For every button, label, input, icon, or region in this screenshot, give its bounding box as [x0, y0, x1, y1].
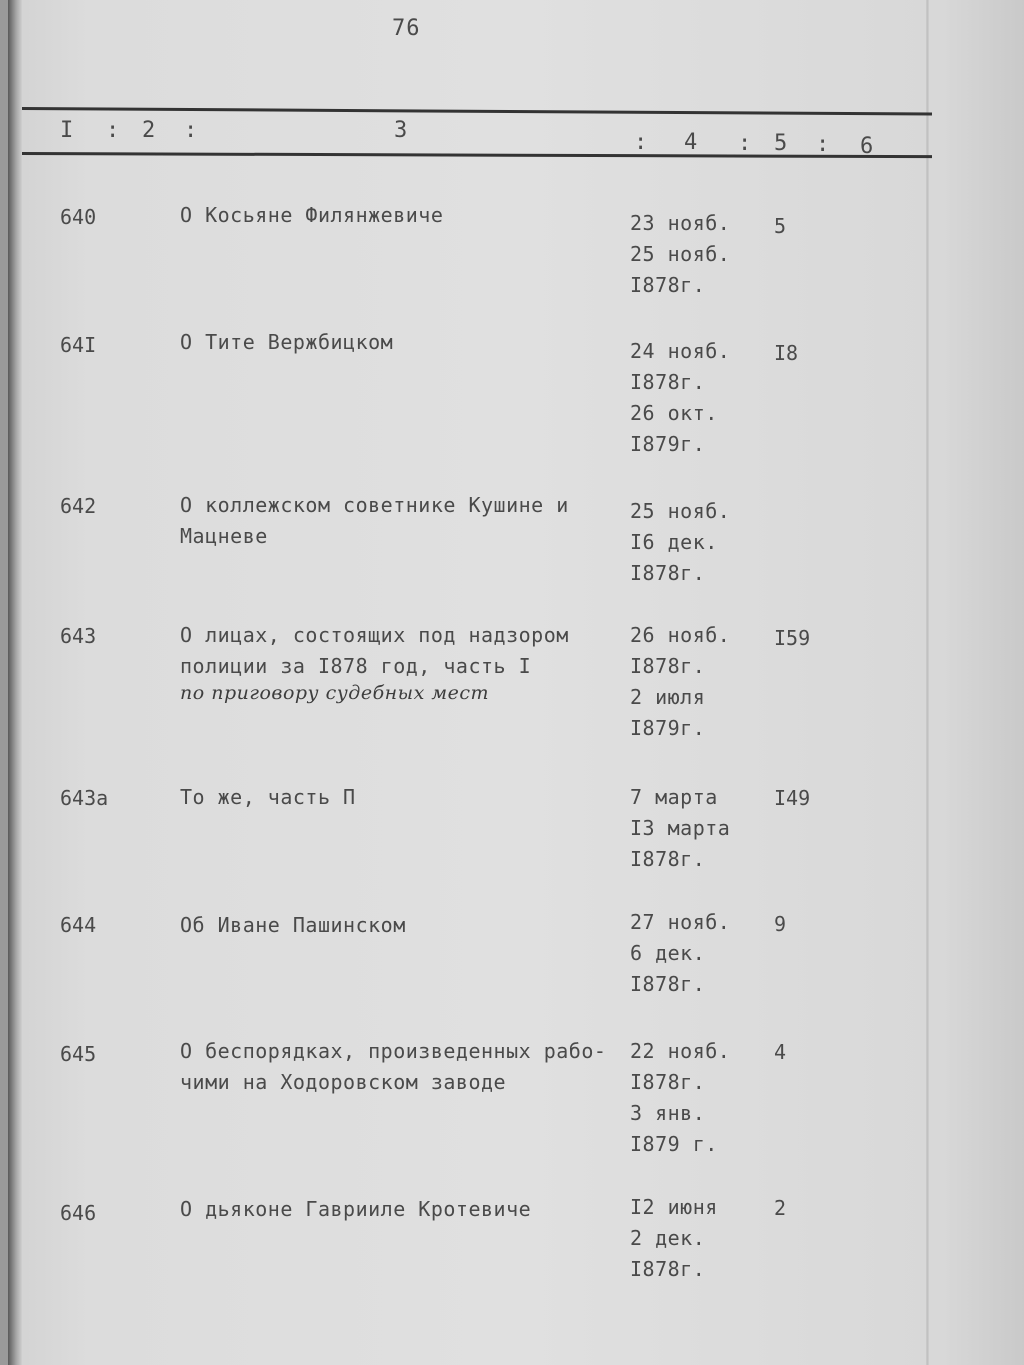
sheet-count: I49: [774, 786, 811, 810]
date-line: 2 дек.: [630, 1226, 706, 1250]
date-line: 6 дек.: [630, 941, 706, 965]
date-line: I2 июня: [630, 1195, 718, 1219]
sheet-count: 9: [774, 912, 787, 936]
handwritten-note: по приговору судебных мест: [180, 682, 490, 704]
entry-number: 642: [60, 494, 97, 518]
date-line: 25 нояб.: [630, 242, 731, 266]
entry-title: [180, 620, 569, 704]
entry-dates: [630, 907, 730, 1000]
date-line: 25 нояб.: [630, 499, 731, 523]
title-line: О беспорядках, произведенных рабо-: [180, 1039, 607, 1063]
entry-title: [180, 782, 356, 813]
column-header-6: 6: [860, 134, 874, 159]
title-line: полиции за I878 год, часть I: [180, 654, 532, 678]
sheet-count: I59: [774, 626, 811, 650]
date-line: I878г.: [630, 370, 706, 394]
document-page: [8, 0, 1024, 1365]
column-header-3: 3: [394, 118, 408, 143]
date-line: I878г.: [630, 972, 706, 996]
entry-dates: [630, 620, 730, 744]
header-bottom-rule: [22, 152, 932, 158]
date-line: I878г.: [630, 847, 706, 871]
date-line: 26 нояб.: [630, 623, 731, 647]
date-line: I878г.: [630, 1257, 706, 1281]
entry-title: [180, 1036, 606, 1098]
entry-number: 64I: [60, 333, 97, 357]
entry-number: 644: [60, 913, 97, 937]
entry-dates: [630, 1192, 718, 1285]
date-line: I878г.: [630, 273, 706, 297]
date-line: 3 янв.: [630, 1101, 706, 1125]
entry-title: [180, 910, 406, 941]
title-line: О дьяконе Гаврииле Кротевиче: [180, 1197, 532, 1221]
entry-number: 645: [60, 1042, 97, 1066]
column-separator: :: [634, 130, 648, 155]
page-number: 76: [392, 16, 421, 41]
title-line: О коллежском советнике Кушине и: [180, 493, 569, 517]
title-line: То же, часть П: [180, 785, 356, 809]
entry-number: 646: [60, 1201, 97, 1225]
date-line: 2 июля: [630, 685, 706, 709]
title-line: О лицах, состоящих под надзором: [180, 623, 569, 647]
date-line: 7 марта: [630, 785, 718, 809]
entry-number: 640: [60, 205, 97, 229]
entry-number: 643а: [60, 786, 109, 810]
column-separator: :: [738, 131, 752, 156]
column-separator: :: [184, 118, 198, 143]
date-line: 26 окт.: [630, 401, 718, 425]
sheet-count: 2: [774, 1196, 787, 1220]
entry-dates: [630, 336, 730, 460]
entry-title: [180, 490, 569, 552]
column-separator: :: [816, 132, 830, 157]
title-line: Об Иване Пашинском: [180, 913, 406, 937]
entry-dates: [630, 1036, 730, 1160]
title-line: О Тите Вержбицком: [180, 330, 394, 354]
entry-dates: [630, 496, 730, 589]
column-header-4: 4: [684, 130, 698, 155]
title-line: Мацневе: [180, 524, 268, 548]
sheet-count: I8: [774, 341, 799, 365]
sheet-count: 4: [774, 1040, 787, 1064]
column-header-1: I: [60, 118, 74, 143]
column-header-5: 5: [774, 131, 788, 156]
date-line: I878г.: [630, 1070, 706, 1094]
title-line: чими на Ходоровском заводе: [180, 1070, 507, 1094]
date-line: 27 нояб.: [630, 910, 731, 934]
date-line: 22 нояб.: [630, 1039, 731, 1063]
date-line: 24 нояб.: [630, 339, 731, 363]
date-line: I878г.: [630, 654, 706, 678]
entry-title: [180, 1194, 531, 1225]
page-fold: [926, 0, 929, 1365]
date-line: I879 г.: [630, 1132, 718, 1156]
date-line: I3 марта: [630, 816, 731, 840]
binding-edge: [8, 0, 22, 1365]
sheet-count: 5: [774, 214, 787, 238]
title-line: О Косьяне Филянжевиче: [180, 203, 444, 227]
entry-dates: [630, 208, 730, 301]
date-line: I879г.: [630, 716, 706, 740]
date-line: 23 нояб.: [630, 211, 731, 235]
entry-title: [180, 200, 443, 231]
date-line: I6 дек.: [630, 530, 718, 554]
entry-number: 643: [60, 624, 97, 648]
header-top-rule: [22, 107, 932, 116]
date-line: I878г.: [630, 561, 706, 585]
column-separator: :: [106, 118, 120, 143]
entry-title: [180, 327, 393, 358]
date-line: I879г.: [630, 432, 706, 456]
entry-dates: [630, 782, 730, 875]
column-header-2: 2: [142, 118, 156, 143]
